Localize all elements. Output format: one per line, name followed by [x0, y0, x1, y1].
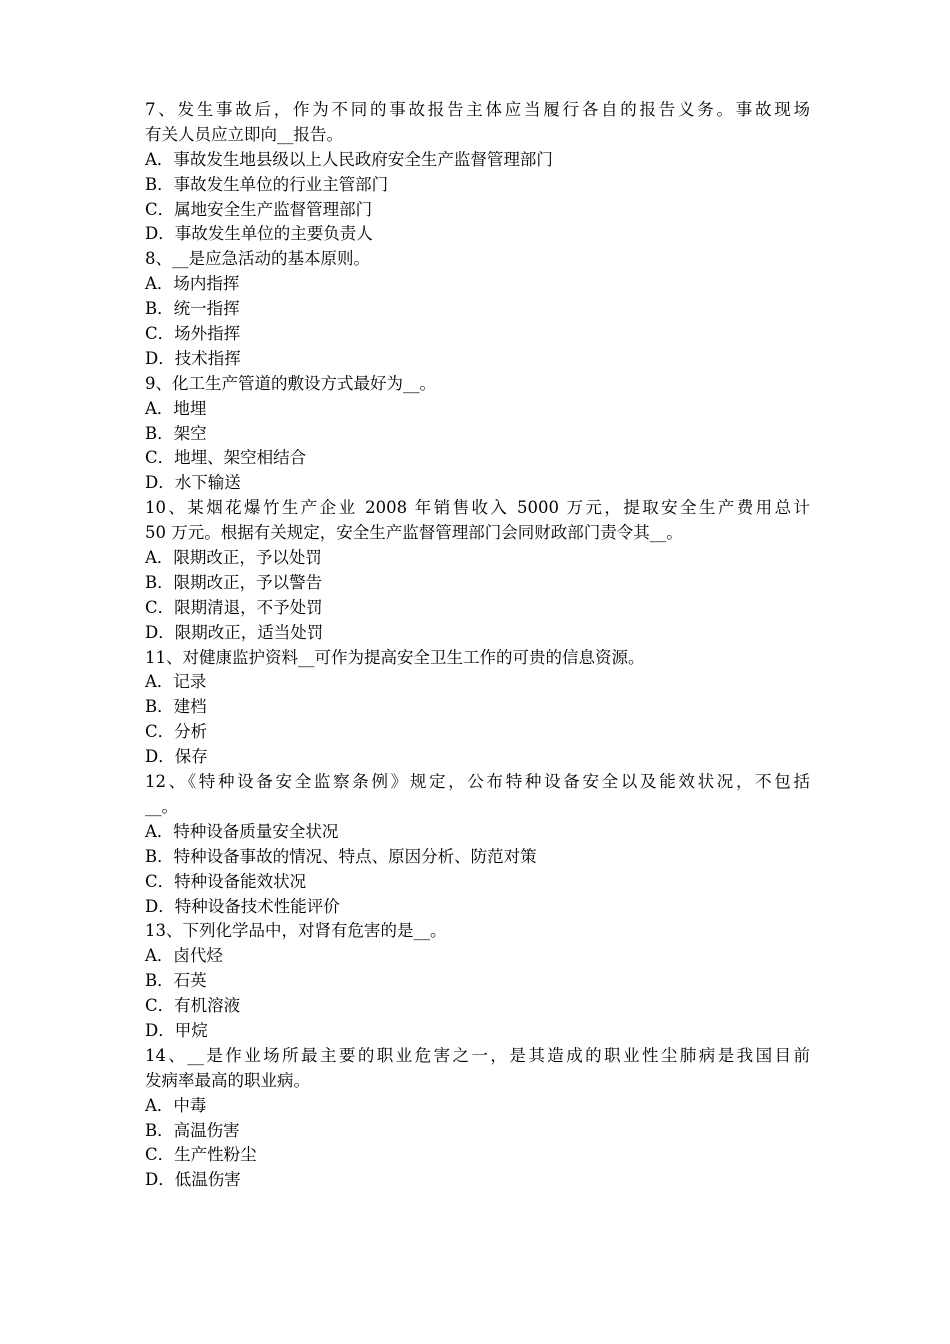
document-page	[145, 98, 810, 1193]
option-item: D．特种设备技术性能评价	[145, 896, 340, 916]
option-item: A．地埋	[145, 398, 207, 418]
question-stem-line: 10、某烟花爆竹生产企业 2008 年销售收入 5000 万元，提取安全生产费用总计	[145, 498, 810, 518]
option-item: B．限期改正，予以警告	[145, 572, 323, 592]
question-block	[145, 98, 810, 247]
option-item: B．架空	[145, 423, 207, 443]
option-item: D．限期改正，适当处罚	[145, 622, 324, 642]
options-list	[145, 397, 810, 497]
option-item: B．事故发生单位的行业主管部门	[145, 174, 389, 194]
option-item: A．记录	[145, 672, 207, 692]
option-item: A．事故发生地县级以上人民政府安全生产监督管理部门	[145, 149, 553, 169]
option-item: A．中毒	[145, 1095, 207, 1115]
options-list	[145, 272, 810, 372]
question-stem-line: 14、__是作业场所最主要的职业危害之一，是其造成的职业性尘肺病是我国目前	[145, 1045, 810, 1065]
option-item: C．分析	[145, 722, 208, 742]
options-list	[145, 546, 810, 646]
question-stem-line: 11、对健康监护资料__可作为提高安全卫生工作的可贵的信息资源。	[145, 647, 645, 667]
options-list	[145, 148, 810, 248]
options-list	[145, 670, 810, 770]
option-item: B．石英	[145, 971, 207, 991]
options-list	[145, 1094, 810, 1194]
question-block	[145, 372, 810, 496]
option-item: C．有机溶液	[145, 996, 241, 1016]
option-item: D．事故发生单位的主要负责人	[145, 224, 373, 244]
options-list	[145, 944, 810, 1044]
question-block	[145, 770, 810, 919]
question-block	[145, 1044, 810, 1193]
option-item: C．特种设备能效状况	[145, 871, 307, 891]
option-item: B．建档	[145, 697, 207, 717]
question-block	[145, 646, 810, 770]
option-item: C．地埋、架空相结合	[145, 448, 307, 468]
option-item: C．限期清退，不予处罚	[145, 597, 323, 617]
question-stem-line: 9、化工生产管道的敷设方式最好为__。	[145, 373, 436, 393]
question-stem-line: 有关人员应立即向__报告。	[145, 124, 343, 144]
question-stem-line: __。	[145, 796, 178, 816]
question-stem-line: 50 万元。根据有关规定，安全生产监督管理部门会同财政部门责令其__。	[145, 523, 683, 543]
question-block	[145, 247, 810, 371]
option-item: A．场内指挥	[145, 274, 240, 294]
option-item: C．生产性粉尘	[145, 1145, 257, 1165]
option-item: B．特种设备事故的情况、特点、原因分析、防范对策	[145, 846, 537, 866]
question-stem-line: 7、发生事故后，作为不同的事故报告主体应当履行各自的报告义务。事故现场	[145, 100, 810, 119]
question-stem-line: 发病率最高的职业病。	[145, 1070, 310, 1090]
option-item: A．特种设备质量安全状况	[145, 821, 339, 841]
question-stem-line: 12、《特种设备安全监察条例》规定，公布特种设备安全以及能效状况，不包括	[145, 772, 810, 792]
option-item: D．甲烷	[145, 1020, 208, 1040]
option-item: D．低温伤害	[145, 1170, 241, 1190]
options-list	[145, 820, 810, 920]
question-block	[145, 496, 810, 645]
option-item: C．属地安全生产监督管理部门	[145, 199, 373, 219]
option-item: B．统一指挥	[145, 299, 240, 319]
question-block	[145, 919, 810, 1043]
option-item: D．保存	[145, 747, 208, 767]
option-item: A．限期改正，予以处罚	[145, 548, 322, 568]
question-stem-line: 8、__是应急活动的基本原则。	[145, 249, 370, 269]
option-item: A．卤代烃	[145, 946, 223, 966]
option-item: D．水下输送	[145, 473, 241, 493]
question-stem-line: 13、下列化学品中，对肾有危害的是__。	[145, 921, 447, 941]
option-item: C．场外指挥	[145, 324, 241, 344]
option-item: B．高温伤害	[145, 1120, 240, 1140]
option-item: D．技术指挥	[145, 348, 241, 368]
